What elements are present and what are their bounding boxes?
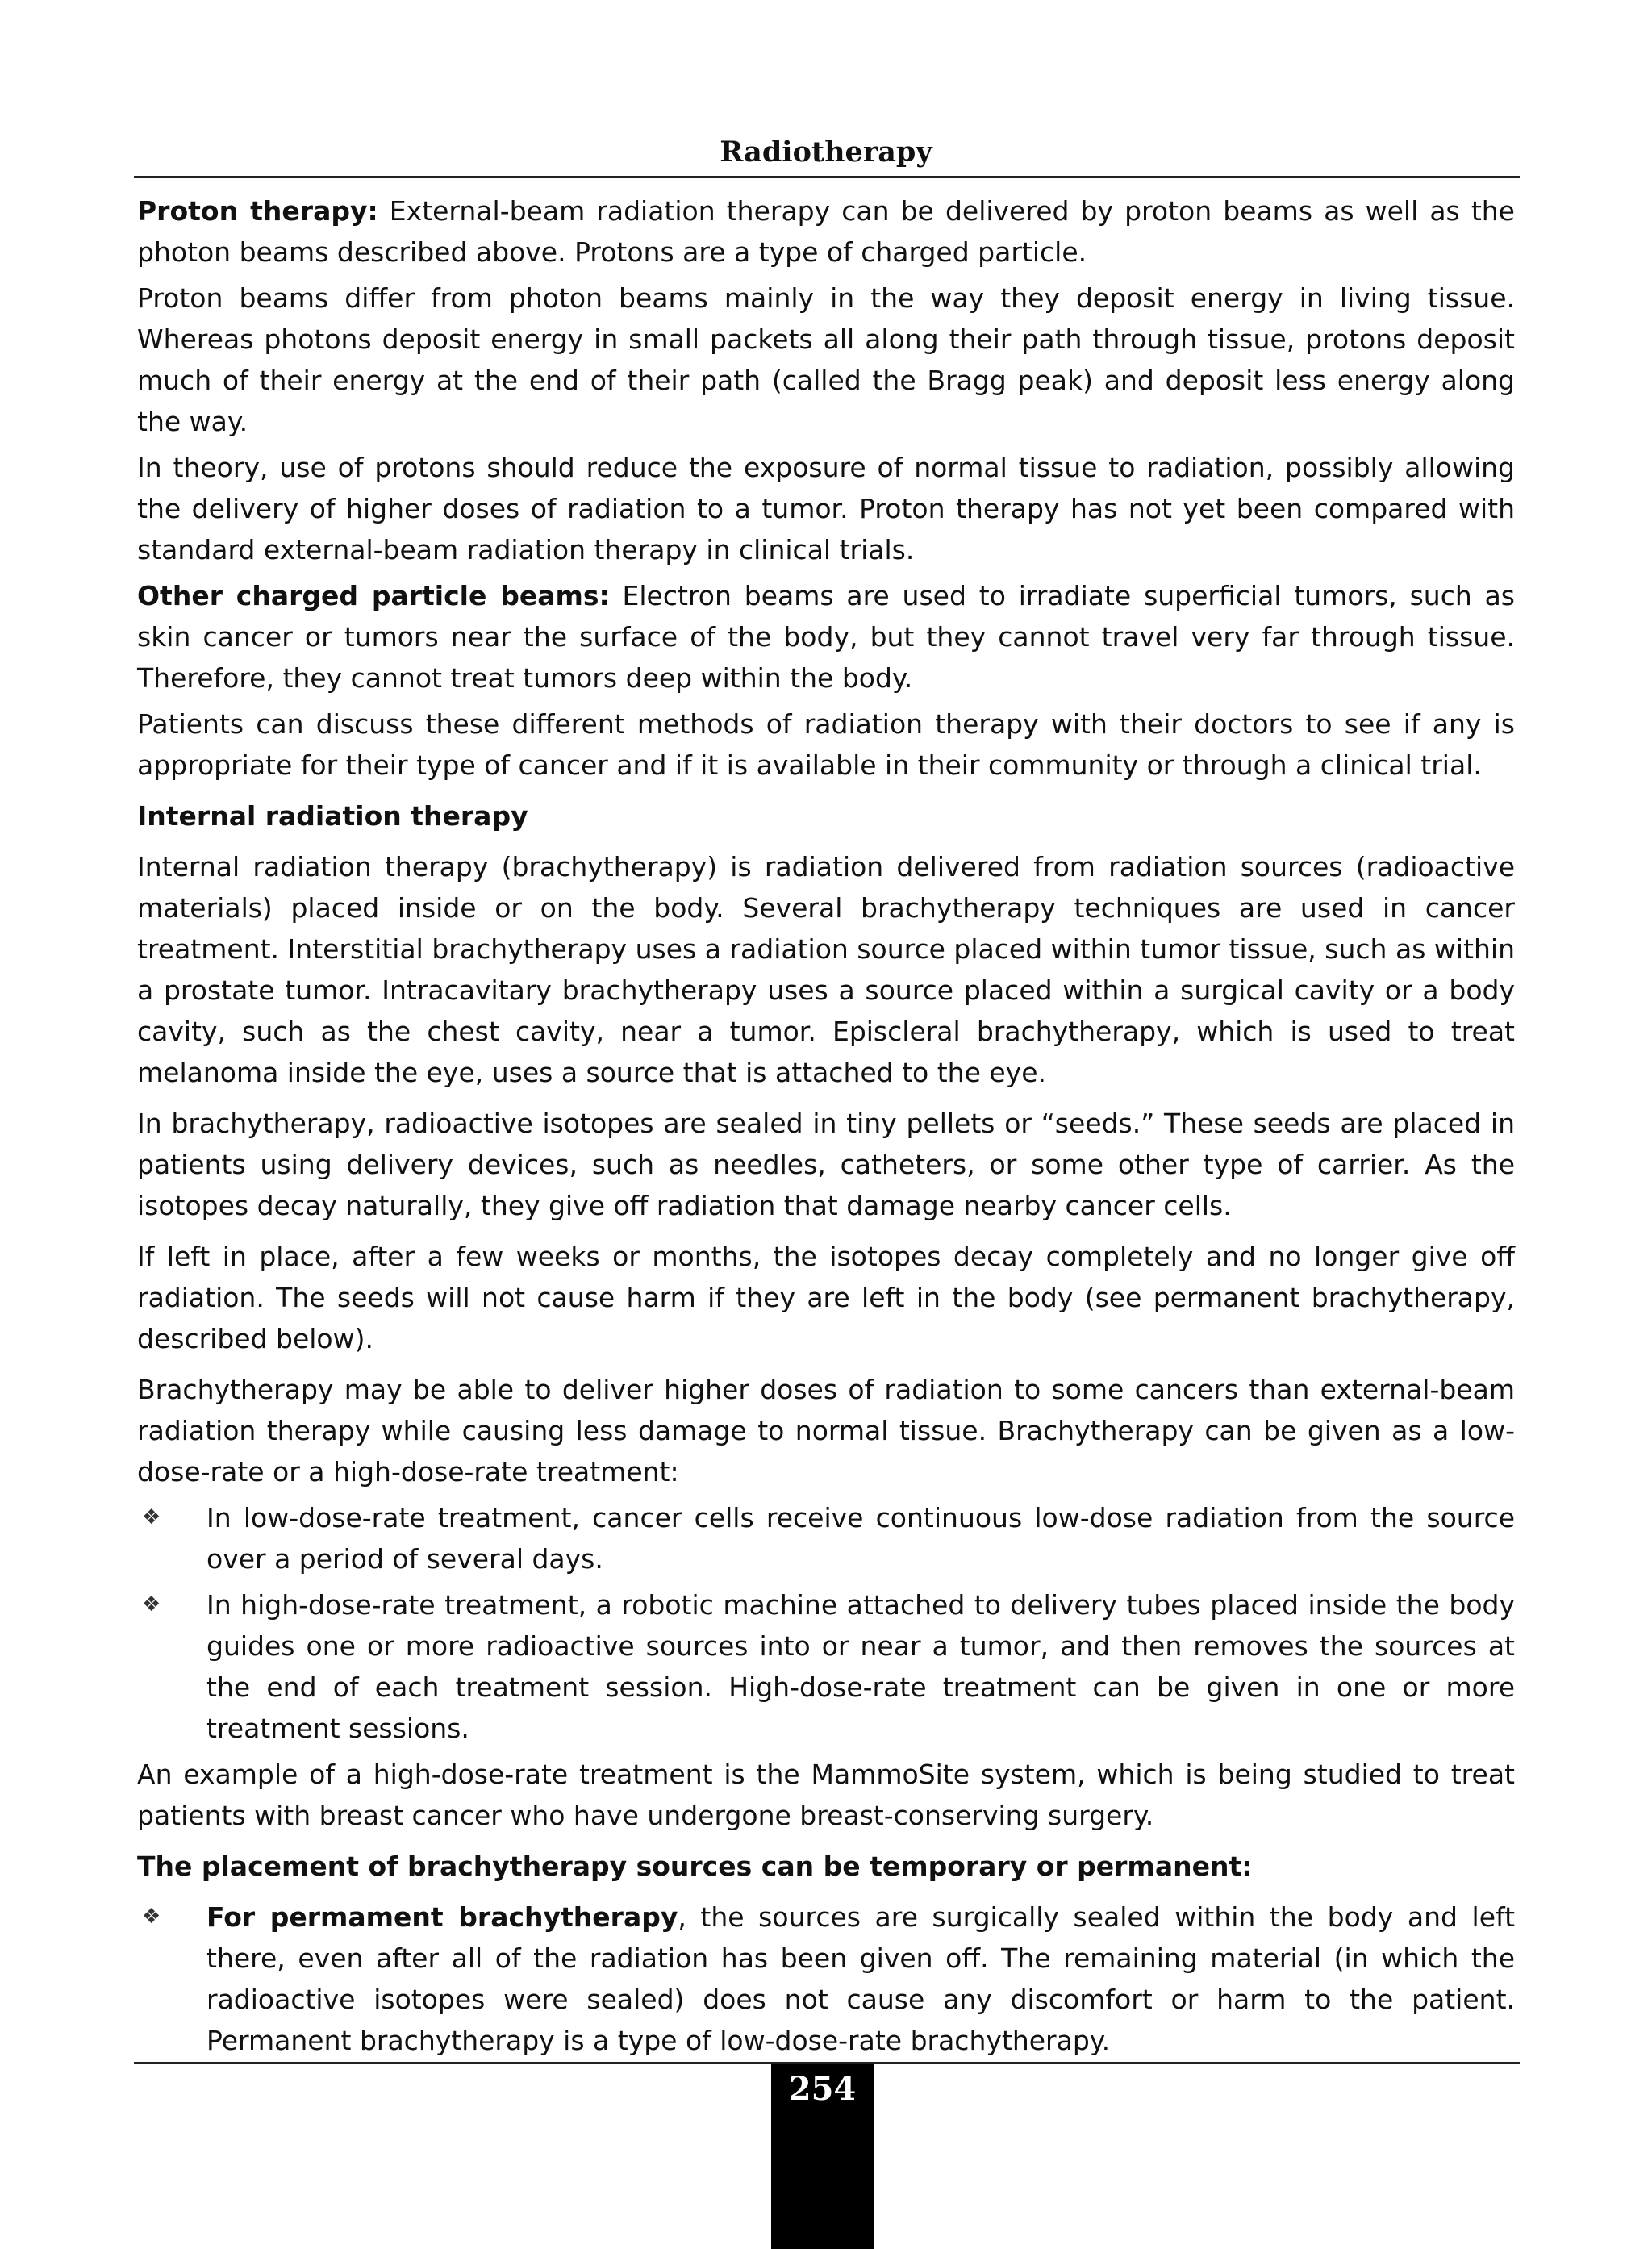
charged-particle-text: Electron beams are used to irradiate superficial tumors, such as skin cancer or tumors near the surface of the body, but they cannot travel very far through tissue. Therefore, they cannot treat tumors deep within the body. <box>137 580 1516 694</box>
list-item <box>137 1896 1515 2061</box>
running-header: Radiotherapy <box>720 136 932 169</box>
brachytherapy-decay-paragraph: If left in place, after a few weeks or months, the isotopes decay completely and no longer give off radiation. The seeds will not cause harm if they are left in the body (see permanent brachytherapy, described below). <box>137 1241 1515 1354</box>
permanent-brachytherapy-lead: For permament brachytherapy <box>206 1901 678 1933</box>
list-item <box>137 1584 1515 1749</box>
proton-therapy-lead: Proton therapy: <box>137 195 378 227</box>
page-number: 254 <box>788 2070 857 2108</box>
proton-therapy-text: External-beam radiation therapy can be delivered by proton beams as well as the photon beams described above. Protons are a type of charged particle. <box>137 195 1515 268</box>
dose-rate-paragraph: Brachytherapy may be able to deliver higher doses of radiation to some cancers than external-beam radiation therapy while causing less damage to normal tissue. Brachytherapy can be given as a low-dose-rate or a high-dose-rate treatment: <box>137 1374 1515 1488</box>
placement-heading: The placement of brachytherapy sources can be temporary or permanent: <box>137 1851 1253 1882</box>
proton-theory-paragraph: In theory, use of protons should reduce the exposure of normal tissue to radiation, possibly allowing the delivery of higher doses of radiation to a tumor. Proton therapy has not yet been compared with standard external-beam radiation therapy in clinical trials. <box>137 452 1515 565</box>
charged-particle-paragraph <box>137 575 1515 699</box>
list-item <box>137 1497 1515 1579</box>
internal-radiation-heading: Internal radiation therapy <box>137 800 528 832</box>
diamond-bullet-icon: ❖ <box>142 1905 161 1929</box>
low-dose-rate-text: In low-dose-rate treatment, cancer cells receive continuous low-dose radiation from the source over a period of several days. <box>206 1502 1515 1575</box>
brachytherapy-definition-paragraph: Internal radiation therapy (brachytherapy) is radiation delivered from radiation sources (radioactive materials) placed inside or on the body. Several brachytherapy techniques are used in cancer treatment. Interstitial brachytherapy uses a radiation source placed within tumor tissue, such as within a prostate tumor. Intracavitary brachytherapy uses a source placed within a surgical cavity or a body cavity, such as the chest cavity, near a tumor. Episcleral brachytherapy, which is used to treat melanoma inside the eye, uses a source that is attached to the eye. <box>137 851 1515 1088</box>
proton-therapy-paragraph <box>137 190 1515 273</box>
brachytherapy-seeds-paragraph: In brachytherapy, radioactive isotopes are sealed in tiny pellets or “seeds.” These seeds are placed in patients using delivery devices, such as needles, catheters, or some other type of carrier. As the isotopes decay naturally, they give off radiation that damage nearby cancer cells. <box>137 1108 1515 1221</box>
header-rule <box>134 176 1520 178</box>
proton-beams-paragraph: Proton beams differ from photon beams mainly in the way they deposit energy in living tissue. Whereas photons deposit energy in small packets all along their path through tissue, protons deposit much of their energy at the end of their path (called the Bragg peak) and deposit less energy along the way. <box>137 282 1515 437</box>
mammosite-paragraph: An example of a high-dose-rate treatment is the MammoSite system, which is being studied to treat patients with breast cancer who have undergone breast-conserving surgery. <box>137 1759 1515 1831</box>
high-dose-rate-text: In high-dose-rate treatment, a robotic machine attached to delivery tubes placed inside the body guides one or more radioactive sources into or near a tumor, and then removes the sources at the end of each treatment session. High-dose-rate treatment can be given in one or more treatment sessions. <box>206 1589 1515 1744</box>
permanent-brachytherapy-text: , the sources are surgically sealed within the body and left there, even after all of the radiation has been given off. The remaining material (in which the radioactive isotopes were sealed) does not cause any discomfort or harm to the patient. Permanent brachytherapy is a type of low-dose-rate brachytherapy. <box>206 1901 1516 2056</box>
page-body <box>137 190 1515 2066</box>
diamond-bullet-icon: ❖ <box>142 1592 161 1617</box>
patients-paragraph: Patients can discuss these different methods of radiation therapy with their doctors to see if any is appropriate for their type of cancer and if it is available in their community or through a clinical trial. <box>137 708 1515 781</box>
charged-particle-lead: Other charged particle beams: <box>137 580 610 611</box>
diamond-bullet-icon: ❖ <box>142 1505 161 1529</box>
